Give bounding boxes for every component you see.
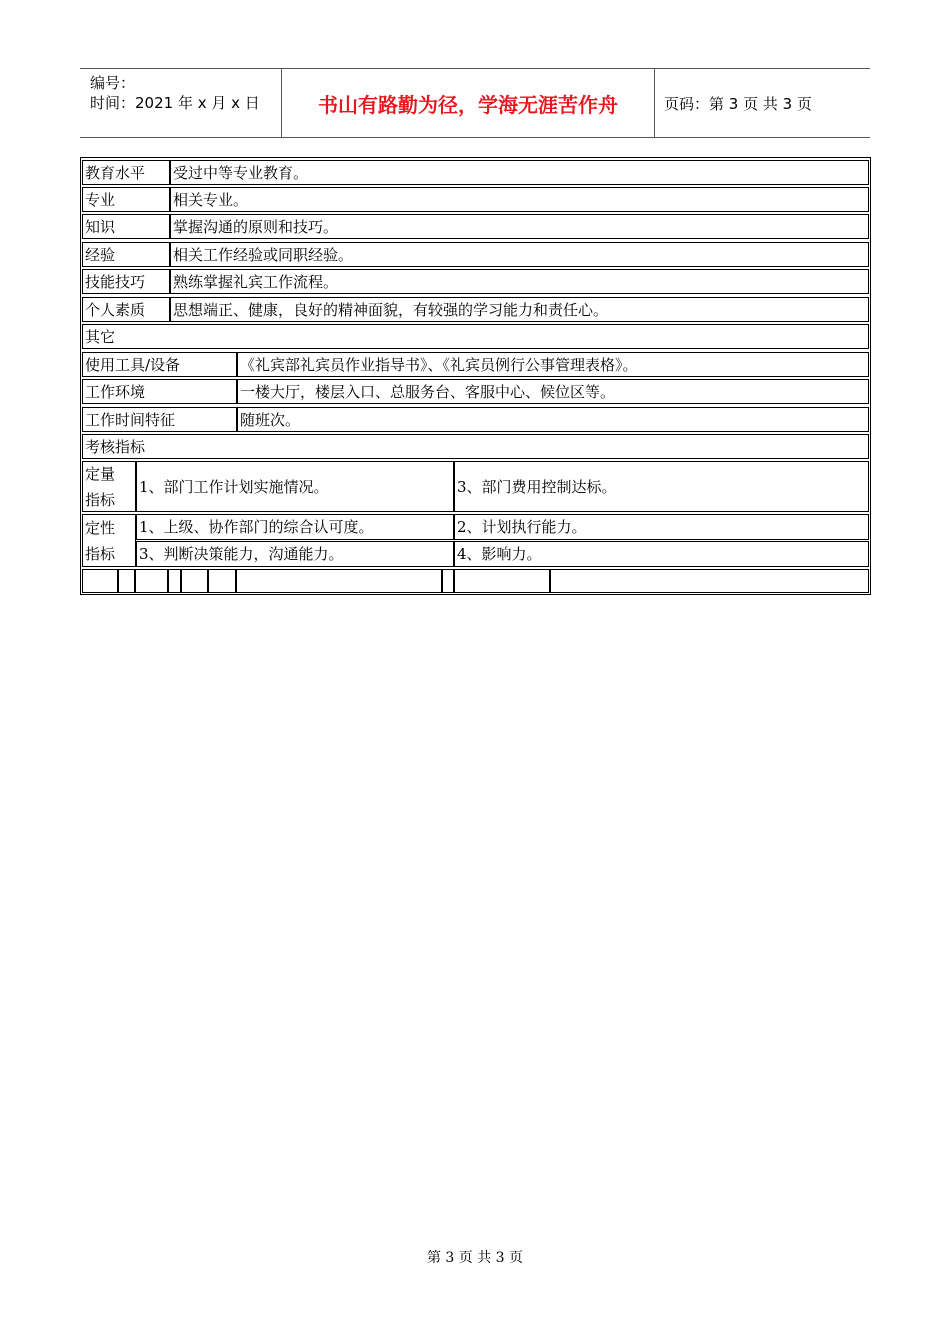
table-row-empty — [81, 567, 870, 595]
environment-value: 一楼大厅，楼层入口、总服务台、客服中心、候位区等。 — [237, 379, 869, 404]
work-time-value: 随班次。 — [237, 407, 869, 432]
quality-value: 思想端正、健康，良好的精神面貌，有较强的学习能力和责任心。 — [170, 297, 869, 322]
knowledge-value: 掌握沟通的原则和技巧。 — [170, 214, 869, 239]
table-row-education — [81, 158, 870, 187]
qualitative-item-3: 3、判断决策能力，沟通能力。 — [136, 541, 454, 567]
tools-value: 《礼宾部礼宾员作业指导书》、《礼宾员例行公事管理表格》。 — [237, 352, 869, 377]
assessment-heading: 考核指标 — [82, 434, 869, 459]
table-row-skills — [81, 267, 870, 296]
knowledge-label: 知识 — [82, 214, 170, 239]
empty-cell — [181, 569, 208, 593]
empty-cell — [135, 569, 168, 593]
tools-label: 使用工具/设备 — [82, 352, 237, 377]
job-description-table — [80, 157, 871, 595]
experience-value: 相关工作经验或同职经验。 — [170, 242, 869, 267]
table-row-other-heading — [81, 322, 870, 351]
skills-label: 技能技巧 — [82, 269, 170, 294]
empty-cell — [550, 569, 869, 593]
table-row-quality — [81, 295, 870, 324]
education-label: 教育水平 — [82, 160, 170, 185]
experience-label: 经验 — [82, 242, 170, 267]
qualitative-item-4: 4、影响力。 — [454, 541, 869, 567]
quantitative-item-1: 1、部门工作计划实施情况。 — [136, 461, 454, 512]
qualitative-label — [82, 514, 136, 567]
table-row-environment — [81, 377, 870, 406]
empty-cell — [454, 569, 550, 593]
skills-value: 熟练掌握礼宾工作流程。 — [170, 269, 869, 294]
table-row-experience — [81, 240, 870, 269]
header-divider — [654, 69, 655, 137]
quantitative-item-3: 3、部门费用控制达标。 — [454, 461, 869, 512]
quantitative-label-line1: 定量 — [85, 464, 116, 483]
header-meta — [80, 69, 280, 137]
table-row-quantitative — [81, 459, 870, 514]
table-row-major — [81, 185, 870, 214]
qualitative-label-line1: 定性 — [85, 518, 116, 537]
empty-cell — [236, 569, 442, 593]
page-header — [80, 68, 870, 138]
major-label: 专业 — [82, 187, 170, 212]
major-value: 相关专业。 — [170, 187, 869, 212]
quality-label: 个人素质 — [82, 297, 170, 322]
document-date-label: 时间：2021 年 x 月 x 日 — [90, 94, 260, 112]
work-time-label: 工作时间特征 — [82, 407, 237, 432]
header-page-number: 页码：第 3 页 共 3 页 — [664, 95, 812, 113]
qualitative-item-2: 2、计划执行能力。 — [454, 514, 869, 540]
header-motto: 书山有路勤为径，学海无涯苦作舟 — [318, 92, 618, 117]
table-row-work-time — [81, 405, 870, 434]
empty-cell — [208, 569, 236, 593]
education-value: 受过中等专业教育。 — [170, 160, 869, 185]
table-row-assessment-heading — [81, 432, 870, 461]
qualitative-item-1: 1、上级、协作部门的综合认可度。 — [136, 514, 454, 540]
environment-label: 工作环境 — [82, 379, 237, 404]
quantitative-label — [82, 461, 136, 512]
empty-cell — [442, 569, 454, 593]
table-row-qualitative — [81, 512, 870, 569]
table-row-tools — [81, 350, 870, 379]
table-row-knowledge — [81, 212, 870, 241]
empty-cell — [168, 569, 181, 593]
empty-cell — [118, 569, 135, 593]
qualitative-label-line2: 指标 — [85, 544, 116, 563]
quantitative-label-line2: 指标 — [85, 490, 116, 509]
page-footer: 第 3 页 共 3 页 — [426, 1250, 524, 1266]
document-number-label: 编号： — [90, 74, 136, 92]
empty-cell — [82, 569, 118, 593]
other-heading: 其它 — [82, 324, 869, 349]
